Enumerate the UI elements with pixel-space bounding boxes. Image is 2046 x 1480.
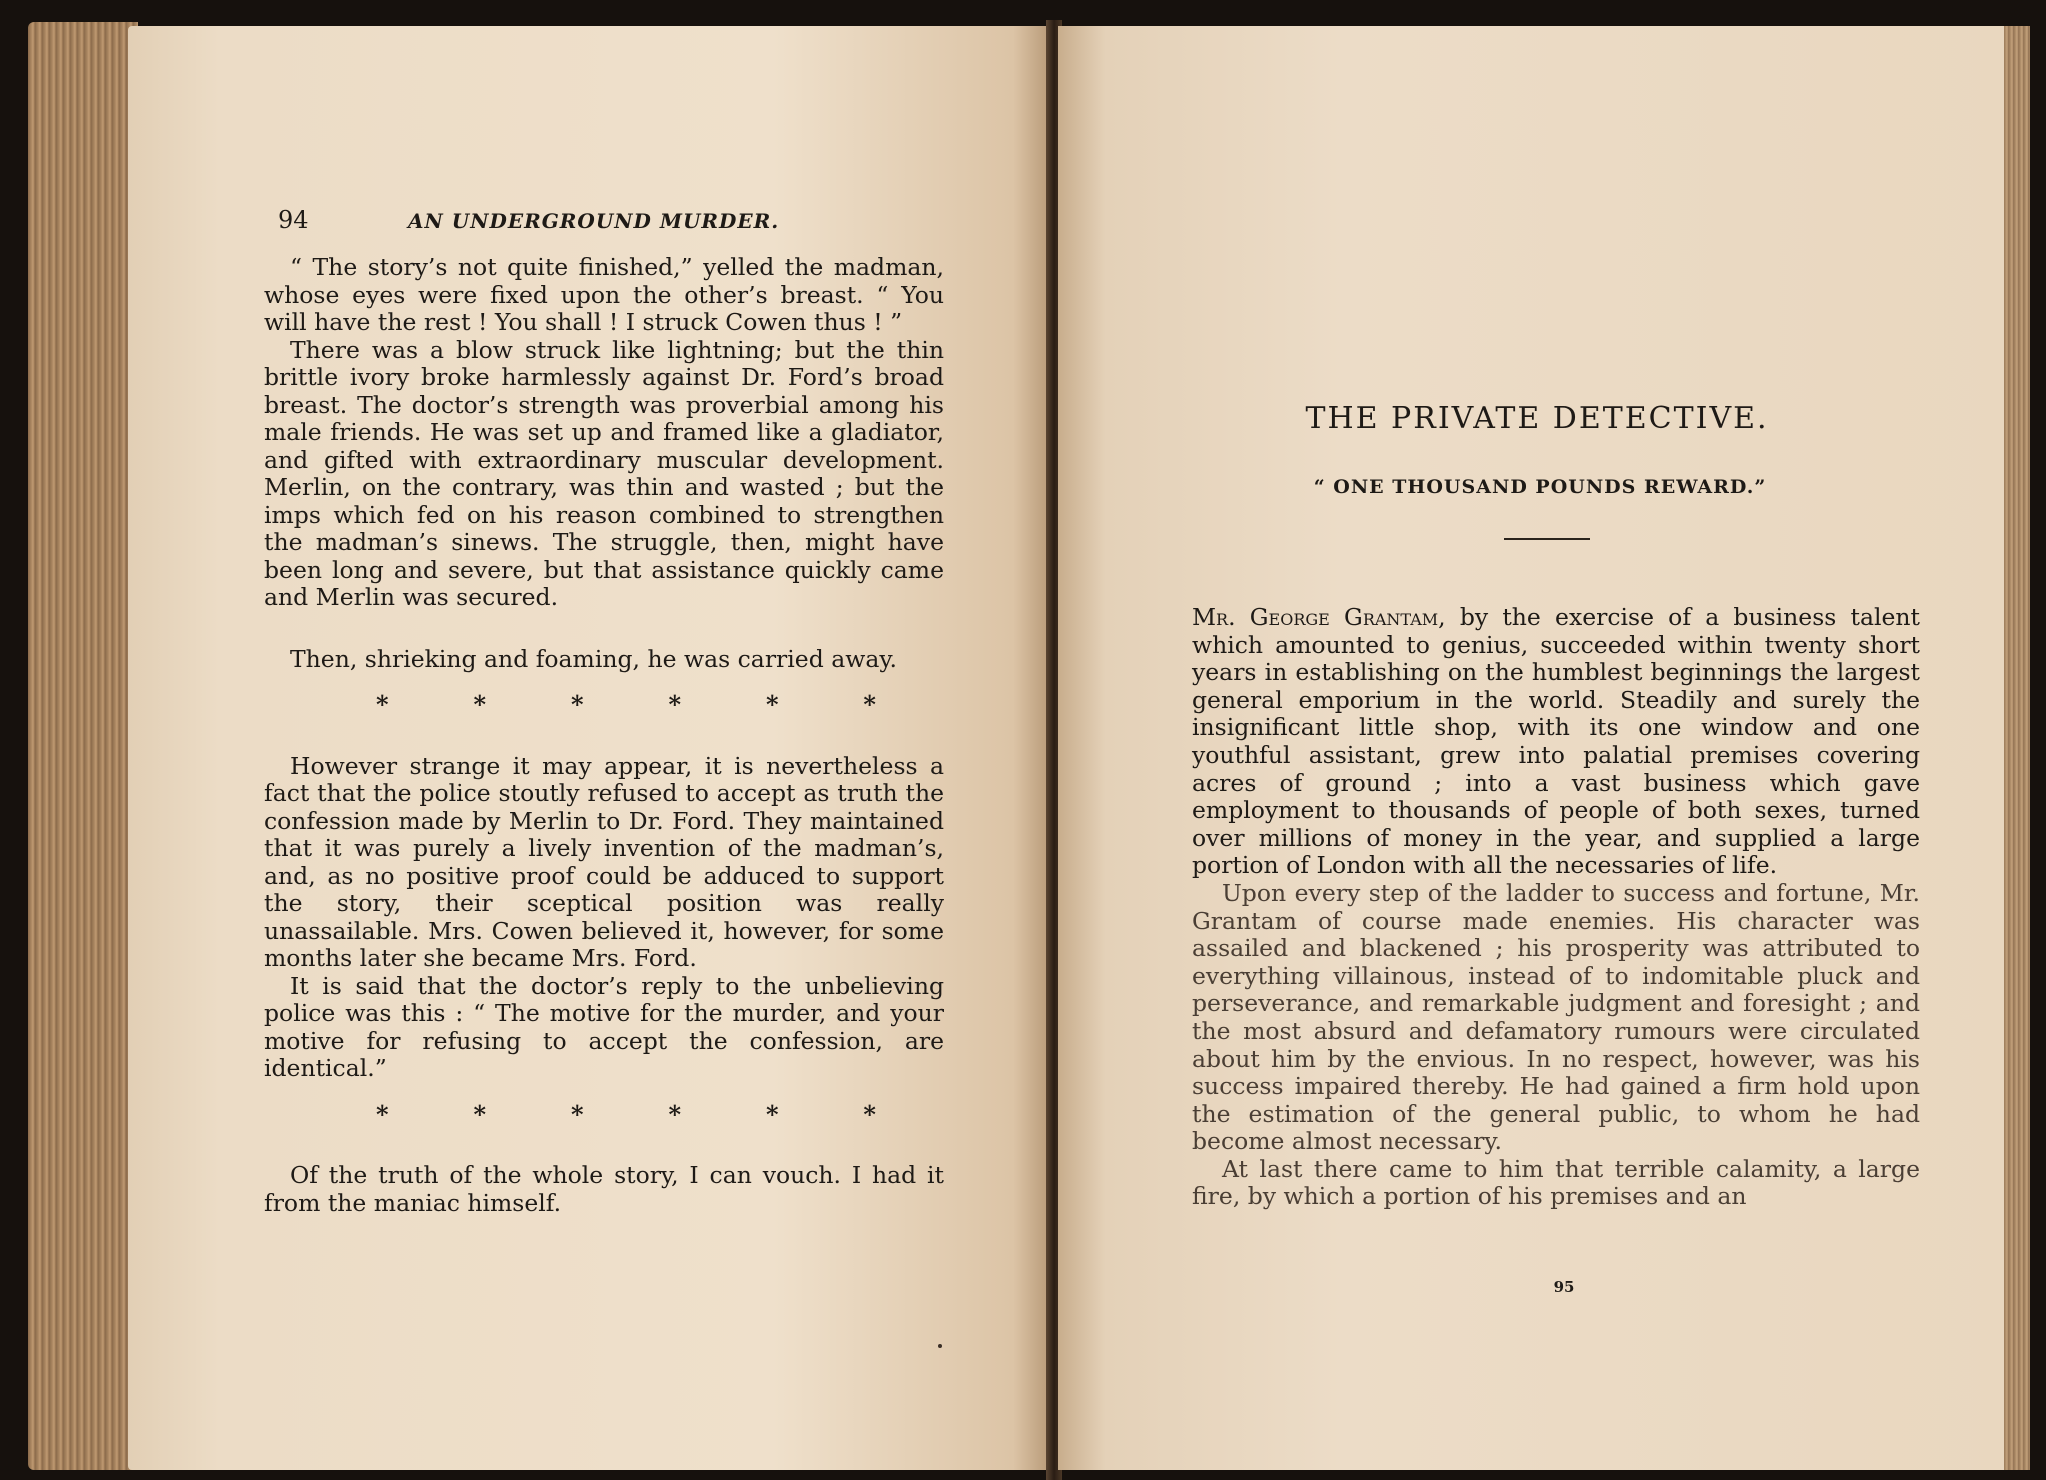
paragraph: However strange it may appear, it is nevertheless a fact that the police stoutly refused to accept as truth the confession made by Merlin to Dr. Ford. They maintained that it was purely a lively invention of the madman’s, and, as no positive proof could be adduced to support the story, their sceptical position was really unassailable. Mrs. Cowen believed it, however, for some months later she became Mrs. Ford.: [264, 751, 944, 972]
separator-star: *: [570, 690, 584, 719]
separator-star: *: [376, 1099, 389, 1129]
paragraph: Of the truth of the whole story, I can vouch. I had it from the maniac himself.: [264, 1161, 944, 1217]
chapter-heading: [1058, 401, 2008, 540]
paragraph: It is said that the doctor’s reply to the unbelieving police was this : “ The motive for the murder, and your motive for refusing to accept the confession, are identical.”: [264, 971, 944, 1082]
chapter-title: THE PRIVATE DETECTIVE.: [1305, 401, 1769, 436]
section-separator: [376, 1101, 876, 1129]
separator-star: *: [863, 1099, 876, 1129]
separator-star: *: [668, 1099, 682, 1129]
separator-star: *: [376, 690, 389, 719]
paragraph: At last there came to him that terrible calamity, a large fire, by which a portion of his premises and an: [1192, 1154, 1920, 1211]
separator-star: *: [570, 1099, 584, 1129]
left-page: [128, 26, 1050, 1470]
ink-speck: [938, 1344, 942, 1348]
left-page-number: 94: [278, 206, 309, 234]
paragraph: Then, shrieking and foaming, he was carried away.: [290, 644, 897, 673]
running-title: AN UNDERGROUND MURDER.: [408, 209, 780, 233]
paragraph: There was a blow struck like lightning; but the thin brittle ivory broke harmlessly against Dr. Ford’s broad breast. The doctor’s strength was proverbial among his male friends. He was set up and framed like a gladiator, and gifted with extraordinary muscular development. Merlin, on the contrary, was thin and wasted ; but the imps which fed on his reason combined to strengthen the madman’s sinews. The struggle, then, might have been long and severe, but that assistance quickly came and Merlin was secured.: [264, 335, 944, 611]
section-separator: [376, 691, 876, 719]
paragraph: [1192, 604, 1920, 880]
separator-star: *: [765, 1099, 779, 1129]
right-page-edges: [2004, 26, 2030, 1470]
separator-star: *: [473, 690, 487, 719]
opening-name: Mr. George Grantam,: [1192, 603, 1446, 631]
separator-star: *: [765, 690, 779, 719]
paragraph: “ The story’s not quite finished,” yelled the madman, whose eyes were fixed upon the other’s breast. “ You will have the rest ! You shall ! I struck Cowen thus ! ”: [264, 253, 944, 336]
right-page-number: 95: [1553, 1278, 1575, 1296]
right-text-column: [1192, 604, 1920, 1211]
left-text-column: [264, 254, 944, 1217]
right-page: [1058, 26, 2008, 1470]
heading-rule: [1504, 538, 1590, 540]
separator-star: *: [473, 1099, 487, 1129]
running-head: [278, 206, 938, 234]
paragraph: Upon every step of the ladder to success and fortune, Mr. Grantam of course made enemies. His character was assailed and blackened ; his prosperity was attributed to everything villainous, instead of to indomitable pluck and perseverance, and remarkable judgment and foresight ; and the most absurd and defamatory rumours were circulated about him by the envious. In no respect, however, was his success impaired thereby. He had gained a firm hold upon the estimation of the general public, to whom he had become almost necessary.: [1192, 878, 1920, 1156]
paragraph-text: by the exercise of a business talent which amounted to genius, succeeded within twenty short years in establishing on the humblest beginnings the largest general emporium in the world. Steadily and surely the insignificant little shop, with its one window and one youthful assistant, grew into palatial premises covering acres of ground ; into a vast business which gave employment to thousands of people of both sexes, turned over millions of money in the year, and supplied a large portion of London with all the necessaries of life.: [1192, 603, 1920, 880]
left-page-edges: [28, 22, 138, 1470]
chapter-subtitle: “ ONE THOUSAND POUNDS REWARD.”: [1313, 476, 1767, 498]
separator-star: *: [863, 690, 876, 719]
separator-star: *: [668, 690, 682, 719]
